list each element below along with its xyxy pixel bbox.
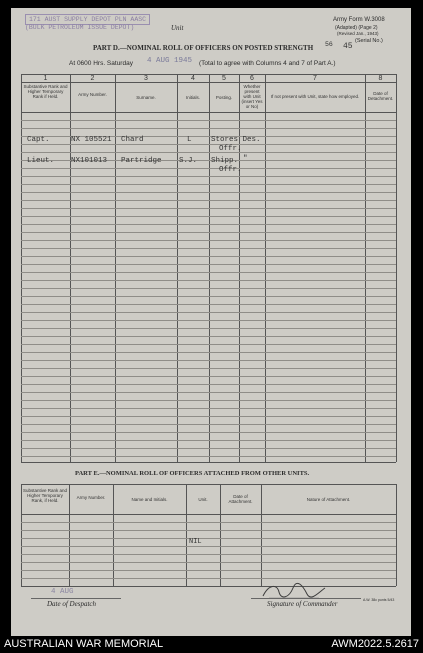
part-d-title: PART D.—NOMINAL ROLL OF OFFICERS ON POSTED STRENGTH <box>93 44 314 52</box>
ruled-line <box>21 456 396 457</box>
col-number: 5 <box>222 75 226 82</box>
ruled-line <box>21 328 396 329</box>
cell-posting-line2: Offr. <box>219 145 242 153</box>
ruled-line <box>21 288 396 289</box>
col-header-surname: Surname. <box>136 95 156 100</box>
ruled-line <box>21 232 396 233</box>
cell-present: " <box>243 155 248 163</box>
ruled-line <box>21 578 396 579</box>
col-header-army-number: Army Number. <box>78 92 107 97</box>
ruled-line <box>21 530 396 531</box>
col-header-posting: Posting. <box>215 95 233 100</box>
ruled-line <box>21 224 396 225</box>
ruled-line <box>21 200 396 201</box>
ruled-line <box>21 424 396 425</box>
ruled-line <box>21 392 396 393</box>
ruled-line <box>21 128 396 129</box>
col-number: 3 <box>144 75 148 82</box>
ruled-line <box>21 546 396 547</box>
despatch-date: 4 AUG <box>51 588 74 596</box>
col-header-rank: Substantive Rank and Higher Temporary Rank if Held. <box>23 84 68 99</box>
ruled-line <box>21 352 396 353</box>
e-col-header-name: Name and Initials. <box>131 497 168 502</box>
ruled-line <box>21 248 396 249</box>
e-col-header-rank: Substantive Rank and Higher Temporary Rank, if Held. <box>22 488 68 503</box>
time-suffix: (Total to agree with Columns 4 and 7 of Part A.) <box>199 60 336 67</box>
col-number: 7 <box>313 75 317 82</box>
ruled-line <box>21 336 396 337</box>
e-col-header-date: Date of Attachment. <box>228 494 253 504</box>
cell-posting: Stores Des. <box>211 136 261 144</box>
ruled-line <box>21 384 396 385</box>
cell-rank: Capt. <box>27 136 50 144</box>
ruled-line <box>21 120 396 121</box>
serial-value: 45 <box>343 42 353 51</box>
cell-posting-line2: Offr. <box>219 166 242 174</box>
col-number: 4 <box>191 75 195 82</box>
ruled-line <box>21 344 396 345</box>
ruled-line <box>21 448 396 449</box>
ruled-line <box>21 208 396 209</box>
form-id: Army Form W.3008 <box>333 17 385 23</box>
ruled-line <box>21 240 396 241</box>
ruled-line <box>21 168 396 169</box>
cell-initials: L <box>187 136 192 144</box>
ruled-line <box>21 272 396 273</box>
ruled-line <box>21 320 396 321</box>
printer-note: A.W. 38c punts 5/43 <box>363 598 395 602</box>
col-header-initials: Initials. <box>185 95 200 100</box>
col-header-present: Whether present with Unit (insert Yes or No) <box>241 84 263 109</box>
ruled-line <box>21 144 396 145</box>
ruled-line <box>21 296 396 297</box>
ruled-line <box>21 216 396 217</box>
e-col-header-unit: Unit. <box>198 497 208 502</box>
ruled-line <box>21 360 396 361</box>
part-e-nil: NIL <box>189 538 202 546</box>
time-prefix: At 0600 Hrs. Saturday <box>69 60 133 67</box>
col-number: 2 <box>90 75 95 82</box>
ruled-line <box>21 312 396 313</box>
ruled-line <box>21 280 396 281</box>
e-col-header-nature: Nature of Attachment. <box>306 497 351 502</box>
ruled-line <box>21 256 396 257</box>
ruled-line <box>21 368 396 369</box>
ruled-line <box>21 176 396 177</box>
form-adapted: (Adapted) (Page 2) <box>335 25 378 31</box>
cell-surname: Partridge <box>121 157 162 165</box>
caption-left: AUSTRALIAN WAR MEMORIAL <box>4 638 164 650</box>
ruled-line <box>21 304 396 305</box>
date-stamp: 4 AUG 1945 <box>147 57 193 65</box>
col-header-employment: If not present with Unit, state how employed. <box>270 94 360 99</box>
ruled-line <box>21 570 396 571</box>
cell-rank: Lieut. <box>27 157 55 165</box>
ruled-line <box>21 416 396 417</box>
e-col-header-army-number: Army Number. <box>76 495 106 500</box>
col-number: 8 <box>378 75 383 82</box>
ruled-line <box>21 192 396 193</box>
ruled-line <box>21 440 396 441</box>
form-revised: (Revised Jan., 1943) <box>337 31 379 36</box>
col-number: 6 <box>250 75 254 82</box>
ruled-line <box>21 408 396 409</box>
ruled-line <box>21 376 396 377</box>
despatch-label: Date of Despatch <box>47 600 96 608</box>
despatch-line <box>31 598 121 599</box>
ruled-line <box>21 152 396 153</box>
ruled-line <box>21 538 396 539</box>
unit-stamp-line1: 171 AUST SUPPLY DEPOT PLN AASC <box>25 14 150 25</box>
cell-posting: Shipp. <box>211 157 239 165</box>
ruled-line <box>21 522 396 523</box>
ruled-line <box>21 400 396 401</box>
cell-army-number: NX101013 <box>71 157 108 165</box>
part-e-title: PART E.—NOMINAL ROLL OF OFFICERS ATTACHED FROM OTHER UNITS. <box>75 470 310 477</box>
ruled-line <box>21 432 396 433</box>
form-sheet <box>11 8 411 636</box>
signature-line <box>251 598 361 599</box>
cell-surname: Chard <box>121 136 144 144</box>
unit-stamp-line2: (BULK PETROLEUM ISSUE DEPOT) <box>25 24 135 31</box>
caption-right: AWM2022.5.2617 <box>331 638 419 650</box>
signature-label: Signature of Commander <box>267 600 338 608</box>
unit-label: Unit <box>171 24 184 32</box>
ruled-line <box>21 264 396 265</box>
col-header-detachment: Date of Detachment. <box>367 91 394 101</box>
cell-initials: S.J. <box>179 157 198 165</box>
serial-label: (Serial No.) <box>355 38 383 44</box>
ruled-line <box>21 184 396 185</box>
part-d-year: 56 <box>325 41 333 48</box>
ruled-line <box>21 562 396 563</box>
col-number: 1 <box>43 75 48 82</box>
cell-army-number: NX 105521 <box>71 136 112 144</box>
ruled-line <box>21 554 396 555</box>
